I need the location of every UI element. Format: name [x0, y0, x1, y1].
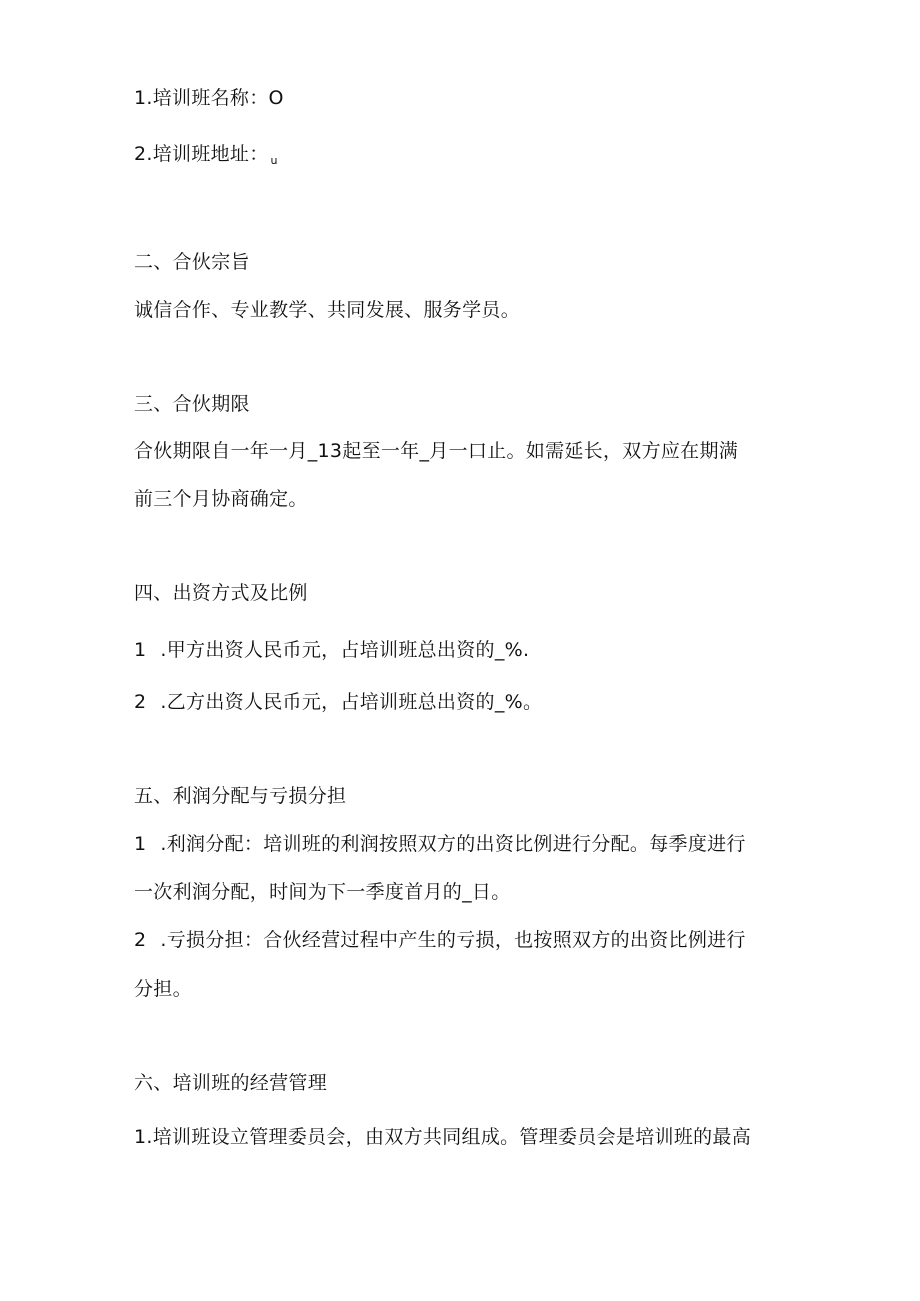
management-item-1-line-1: 1.培训班设立管理委员会，由双方共同组成。管理委员会是培训班的最高: [134, 1126, 752, 1148]
section-heading-purpose: 二、合伙宗旨: [134, 251, 250, 273]
term-text-line-2: 前三个月协商确定。: [134, 488, 308, 510]
section-heading-profit: 五、利润分配与亏损分担: [134, 785, 347, 807]
item-text: .乙方出资人民币元，占培训班总出资的_%。: [160, 691, 543, 713]
address-label: 2.培训班地址：: [134, 143, 269, 165]
training-class-name: 1.培训班名称：O: [134, 87, 284, 109]
section-heading-investment: 四、出资方式及比例: [134, 582, 308, 604]
item-text: .甲方出资人民币元，占培训班总出资的_%.: [160, 639, 530, 661]
loss-item-2-line-2: 分担。: [134, 978, 192, 1000]
item-number: 1: [134, 833, 147, 855]
investment-item-1: [134, 637, 529, 663]
profit-item-1-line-1: [134, 831, 746, 857]
profit-item-1-line-2: 一次利润分配，时间为下一季度首月的_日。: [134, 881, 511, 903]
item-number: 1: [134, 639, 147, 661]
item-number: 2: [134, 929, 147, 951]
investment-item-2: [134, 689, 542, 715]
section-heading-term: 三、合伙期限: [134, 393, 250, 415]
address-mark: u: [270, 154, 278, 167]
loss-item-2-line-1: [134, 927, 746, 953]
section-heading-management: 六、培训班的经营管理: [134, 1072, 328, 1094]
item-text: .亏损分担：合伙经营过程中产生的亏损，也按照双方的出资比例进行: [160, 929, 746, 951]
training-class-address: [134, 141, 278, 174]
term-text-line-1: 合伙期限自一年一月_13起至一年_月一口止。如需延长，双方应在期满: [134, 440, 739, 462]
item-number: 2: [134, 691, 147, 713]
item-text: .利润分配：培训班的利润按照双方的出资比例进行分配。每季度进行: [160, 833, 746, 855]
purpose-text: 诚信合作、专业教学、共同发展、服务学员。: [134, 299, 521, 321]
